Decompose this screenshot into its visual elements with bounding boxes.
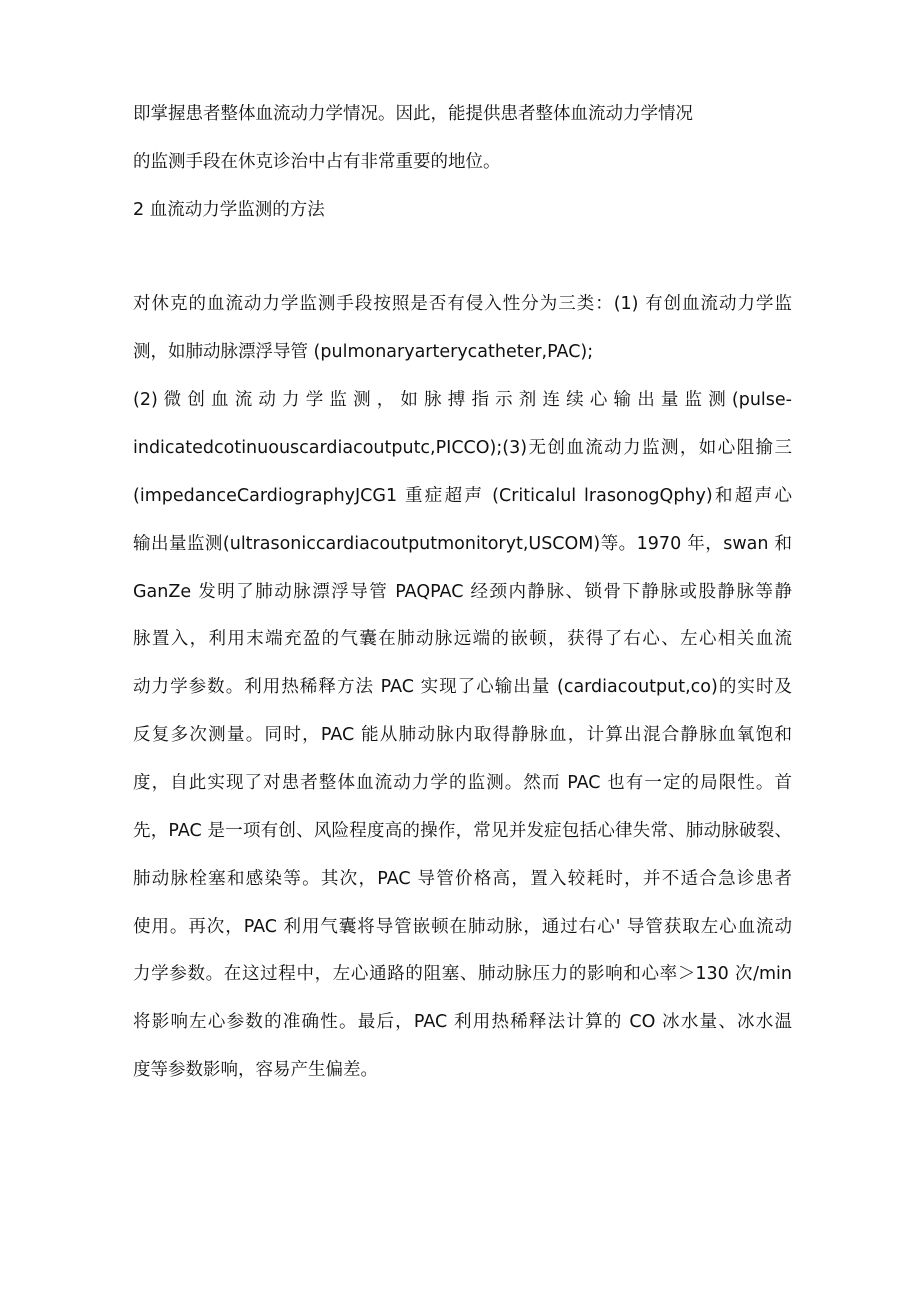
body-line-1: 对休克的血流动力学监测手段按照是否有侵入性分为三类：(1) 有创血流动力学监: [133, 294, 792, 314]
body-line-6: 输出量监测(ultrasoniccardiacoutputmonitoryt,USCOM)等。1970 年，swan 和: [133, 534, 792, 554]
body-line-16: 将影响左心参数的准确性。最后，PAC 利用热稀释法计算的 CO 冰水量、冰水温: [133, 1012, 792, 1032]
body-line-11: 度，自此实现了对患者整体血流动力学的监测。然而 PAC 也有一定的局限性。首: [133, 773, 792, 793]
body-line-4: indicatedcotinuouscardiacoutputc,PICCO);(3)无创血流动力监测，如心阻揄三: [133, 438, 792, 458]
body-line-14: 使用。再次，PAC 利用气囊将导管嵌顿在肺动脉，通过右心' 导管获取左心血流动: [133, 917, 792, 937]
body-line-15: 力学参数。在这过程中，左心通路的阻塞、肺动脉压力的影响和心率＞130 次/min: [133, 964, 792, 984]
section-heading: 2 血流动力学监测的方法: [133, 200, 325, 220]
body-line-9: 动力学参数。利用热稀释方法 PAC 实现了心输出量 (cardiacoutput,co)的实时及: [133, 677, 792, 697]
body-line-3: (2) 微 创 血 流 动 力 学 监 测 ， 如 脉 搏 指 示 剂 连 续 心 输 出 量 监 测 (pulse-: [133, 390, 792, 410]
body-line-13: 肺动脉栓塞和感染等。其次，PAC 导管价格高，置入较耗时，并不适合急诊患者: [133, 869, 792, 889]
intro-line-1: 即掌握患者整体血流动力学情况。因此，能提供患者整体血流动力学情况: [133, 104, 693, 124]
body-line-17: 度等参数影响，容易产生偏差。: [133, 1060, 378, 1080]
body-line-10: 反复多次测量。同时，PAC 能从肺动脉内取得静脉血，计算出混合静脉血氧饱和: [133, 725, 792, 745]
intro-line-2: 的监测手段在休克诊治中占有非常重要的地位。: [133, 152, 501, 172]
body-line-8: 脉置入，利用末端充盈的气囊在肺动脉远端的嵌顿，获得了右心、左心相关血流: [133, 629, 792, 649]
body-line-2: 测，如肺动脉漂浮导管 (pulmonaryarterycatheter,PAC);: [133, 342, 594, 362]
body-line-7: GanZe 发明了肺动脉漂浮导管 PAQPAC 经颈内静脉、锁骨下静脉或股静脉等静: [133, 582, 792, 602]
body-line-5: (impedanceCardiographyJCG1 重症超声 (Criticalul lrasonogQphy)和超声心: [133, 486, 792, 506]
body-line-12: 先，PAC 是一项有创、风险程度高的操作，常见并发症包括心律失常、肺动脉破裂、: [133, 821, 792, 841]
